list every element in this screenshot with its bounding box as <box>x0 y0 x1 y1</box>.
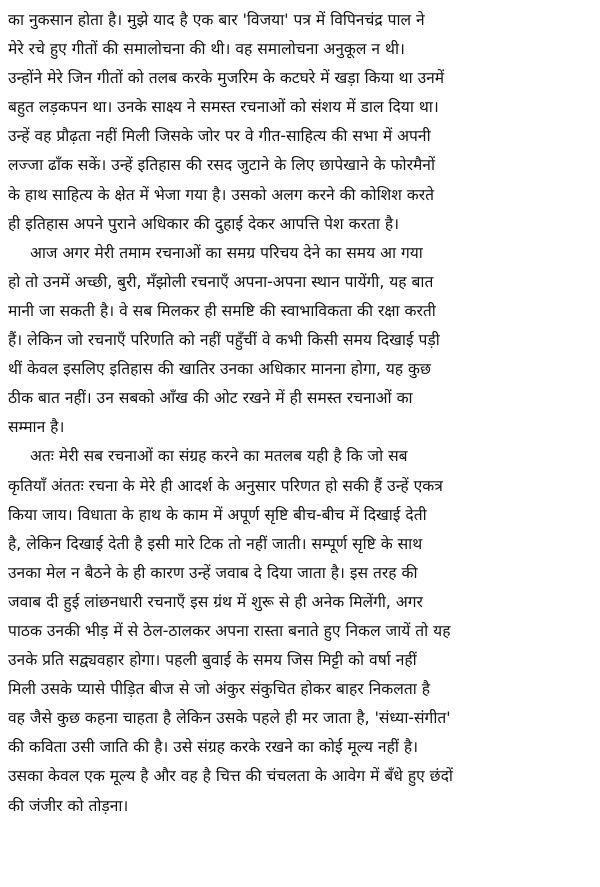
text-line: उन्होंने मेरे जिन गीतों को तलब करके मुजरिम के कटघरे में खड़ा किया था उनमें <box>8 69 445 88</box>
paragraph-3 <box>8 442 594 820</box>
text-line: की कविता उसी जाति की है। उसे संग्रह करके रखने का कोई मूल्य नहीं है। <box>8 738 419 757</box>
text-line: अतः मेरी सब रचनाओं का संग्रह करने का मतलब यही है कि जो सब <box>30 447 408 466</box>
text-line: हो तो उनमें अच्छी, बुरी, मँझोली रचनाएँ अपना-अपना स्थान पायेंगी, यह बात <box>8 272 434 291</box>
text-line: उनके प्रति सद्व्यवहार होगा। पहली बुवाई के समय जिस मिट्टी को वर्षा नहीं <box>8 651 417 670</box>
text-line: ठीक बात नहीं। उन सबको आँख की ओट रखने में ही समस्त रचनाओं का <box>8 389 413 408</box>
text-line: जवाब दी हुई लांछनधारी रचनाएँ इस ग्रंथ में शुरू से ही अनेक मिलेंगी, अगर <box>8 592 423 611</box>
text-line: आज अगर मेरी तमाम रचनाओं का समग्र परिचय देने का समय आ गया <box>30 243 423 262</box>
text-line: उन्हें वह प्रौढ़ता नहीं मिली जिसके जोर पर वे गीत-साहित्य की सभा में अपनी <box>8 127 431 146</box>
text-line: मानी जा सकती है। वे सब मिलकर ही समष्टि की स्वाभाविकता की रक्षा करती <box>8 301 436 320</box>
text-line: हैं। लेकिन जो रचनाएँ परिणति को नहीं पहुँचीं वे कभी किसी समय दिखाई पड़ी <box>8 331 440 350</box>
text-line: है, लेकिन दिखाई देती है इसी मारे टिक तो नहीं जाती। सम्पूर्ण सृष्टि के साथ <box>8 534 423 553</box>
paragraph-2 <box>8 239 594 443</box>
text-line: पाठक उनकी भीड़ में से ठेल-ठालकर अपना रास्ता बनाते हुए निकल जायें तो यह <box>8 621 451 640</box>
text-line: लज्जा ढाँक सकें। उन्हें इतिहास की रसद जुटाने के लिए छापेखाने के फोरमैनों <box>8 156 435 175</box>
text-line: मिली उसके प्यासे पीड़ित बीज से जो अंकुर संकुचित होकर बाहर निकलता है <box>8 680 431 699</box>
text-line: ही इतिहास अपने पुराने अधिकार की दुहाई देकर आपत्ति पेश करता है। <box>8 214 400 233</box>
text-line: उसका केवल एक मूल्य है और वह है चित्त की चंचलता के आवेग में बँधे हुए छंदों <box>8 767 453 786</box>
paragraph-1 <box>8 6 594 239</box>
text-line: मेरे रचे हुए गीतों की समालोचना की थी। वह समालोचना अनुकूल न थी। <box>8 40 405 59</box>
text-line: किया जाय। विधाता के हाथ के काम में अपूर्ण सृष्टि बीच-बीच में दिखाई देती <box>8 505 427 524</box>
text-line: की जंजीर को तोड़ना। <box>8 796 129 815</box>
text-line: वह जैसे कुछ कहना चाहता है लेकिन उसके पहले ही मर जाता है, 'संध्या-संगीत' <box>8 709 451 728</box>
text-line: सम्मान है। <box>8 418 65 437</box>
text-line: का नुकसान होता है। मुझे याद है एक बार 'विजया' पत्र में विपिनचंद्र पाल ने <box>8 11 425 29</box>
text-line: उनका मेल न बैठने के ही कारण उन्हें जवाब दे दिया जाता है। इस तरह की <box>8 563 418 582</box>
text-line: कृतियाँ अंततः रचना के मेरे ही आदर्श के अनुसार परिणत हो सकी हैं उन्हें एकत्र <box>8 476 443 495</box>
text-line: बहुत लड़कपन था। उनके साक्ष्य ने समस्त रचनाओं को संशय में डाल दिया था। <box>8 98 439 117</box>
text-line: के हाथ साहित्य के क्षेत में भेजा गया है। उसको अलग करने की कोशिश करते <box>8 185 435 204</box>
text-line: थीं केवल इसलिए इतिहास की खातिर उनका अधिकार मानना होगा, यह कुछ <box>8 360 431 379</box>
